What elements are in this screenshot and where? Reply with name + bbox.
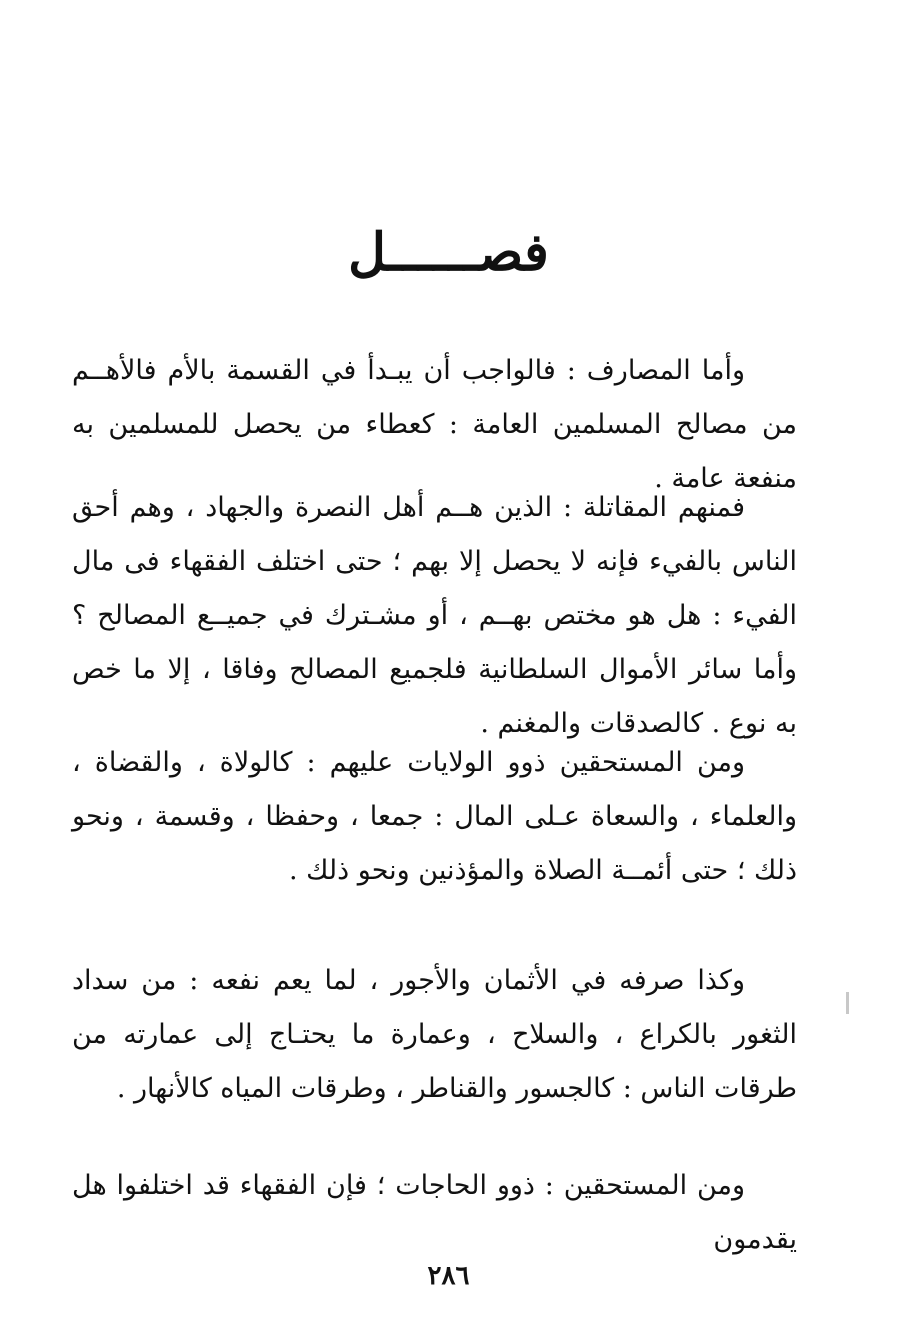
paragraph-text: وكذا صرفه في الأثمان والأجور ، لما يعم نفعه : من سداد الثغور بالكراع ، والسلاح ، وعمارة ما يحتـاج إلى عمارته من طرقات الناس : كالجسور والقناطر ، وطرقات المياه كالأنهار . [72, 965, 797, 1104]
paragraph-fighters [72, 481, 797, 751]
paragraph-text: ومن المستحقين : ذوو الحاجات ؛ فإن الفقهاء قد اختلفوا هل يقدمون [72, 1170, 797, 1255]
paragraph-text: فمنهم المقاتلة : الذين هــم أهل النصرة والجهاد ، وهم أحق الناس بالفيء فإنه لا يحصل إلا بهم ؛ حتى اختلف الفقهاء فى مال الفيء : هل هو مختص بهــم ، أو مشـترك في جميــع المصالح ؟ وأما سائر الأموال السلطانية فلجميع المصالح وفاقا ، إلا ما خص به نوع . كالصدقات والمغنم . [72, 492, 797, 739]
section-heading: فصــــــل [348, 222, 549, 283]
paragraph-officials [72, 736, 797, 898]
paragraph-text: وأما المصارف : فالواجب أن يبـدأ في القسمة بالأم فالأهــم من مصالح المسلمين العامة : كعطاء من يحصل للمسلمين به منفعة عامة . [72, 355, 797, 494]
paragraph-text: ومن المستحقين ذوو الولايات عليهم : كالولاة ، والقضاة ، والعلماء ، والسعاة عـلى المال : جمعا ، وحفظا ، وقسمة ، ونحو ذلك ؛ حتى أئمــة الصلاة والمؤذنين ونحو ذلك . [72, 747, 797, 886]
paragraph-needy [72, 1159, 797, 1267]
margin-mark [846, 992, 849, 1014]
paragraph-public-works [72, 954, 797, 1116]
page-number: ٢٨٦ [427, 1261, 470, 1291]
